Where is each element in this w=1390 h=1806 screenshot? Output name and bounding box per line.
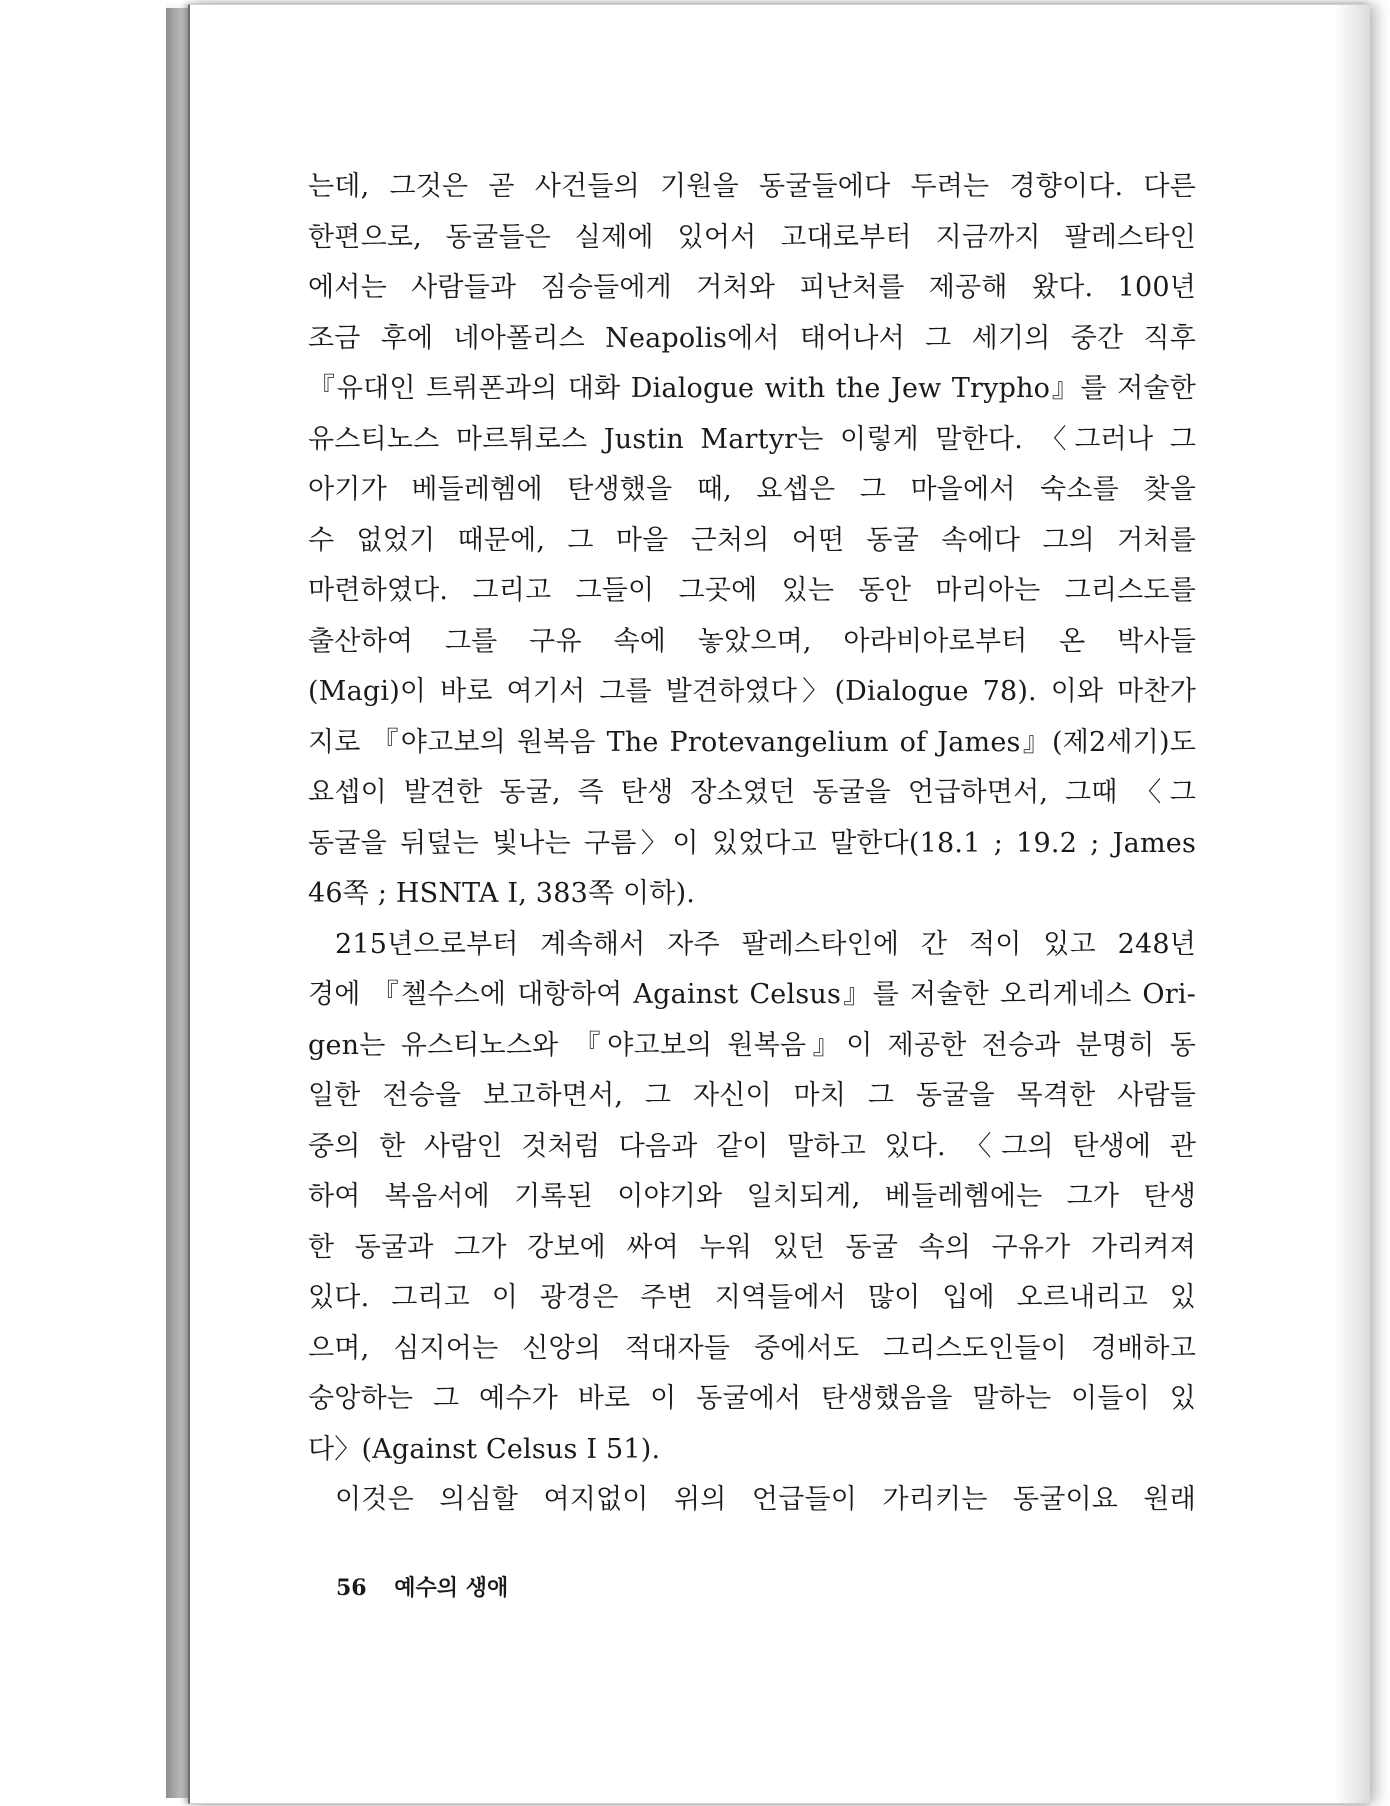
- text-line: 한 동굴과 그가 강보에 싸여 누워 있던 동굴 속의 구유가 가리켜져: [308, 1231, 1196, 1263]
- text-line: 하여 복음서에 기록된 이야기와 일치되게, 베들레헴에는 그가 탄생: [308, 1181, 1196, 1212]
- text-line: 요셉이 발견한 동굴, 즉 탄생 장소였던 동굴을 언급하면서, 그때 〈그: [308, 777, 1196, 808]
- text-line: 중의 한 사람인 것처럼 다음과 같이 말하고 있다. 〈그의 탄생에 관: [308, 1130, 1196, 1162]
- running-title: 예수의 생애: [394, 1575, 509, 1601]
- text-line: 수 없었기 때문에, 그 마을 근처의 어떤 동굴 속에다 그의 거처를: [308, 524, 1196, 556]
- text-line: 마련하였다. 그리고 그들이 그곳에 있는 동안 마리아는 그리스도를: [308, 575, 1196, 606]
- text-line: 『유대인 트뤼폰과의 대화 Dialogue with the Jew Trypho』를 저술한: [308, 373, 1196, 404]
- text-line: 에서는 사람들과 짐승들에게 거처와 피난처를 제공해 왔다. 100년: [308, 272, 1196, 303]
- paragraph-start-line: 이것은 의심할 여지없이 위의 언급들이 가리키는 동굴이요 원래: [335, 1484, 1196, 1515]
- text-line: (Magi)이 바로 여기서 그를 발견하였다〉(Dialogue 78). 이와 마찬가: [308, 676, 1196, 707]
- text-line: 유스티노스 마르튀로스 Justin Martyr는 이렇게 말한다. 〈그러나 그: [308, 423, 1196, 455]
- text-line: 한편으로, 동굴들은 실제에 있어서 고대로부터 지금까지 팔레스타인: [308, 221, 1196, 253]
- text-line: 는데, 그것은 곧 사건들의 기원을 동굴들에다 두려는 경향이다. 다른: [308, 171, 1196, 202]
- page-number: 56: [336, 1575, 367, 1601]
- text-line: 있다. 그리고 이 광경은 주변 지역들에서 많이 입에 오르내리고 있: [308, 1282, 1196, 1313]
- text-line: gen는 유스티노스와 『야고보의 원복음』이 제공한 전승과 분명히 동: [308, 1029, 1196, 1061]
- text-line: 아기가 베들레헴에 탄생했을 때, 요셉은 그 마을에서 숙소를 찾을: [308, 474, 1196, 505]
- paragraph-start-line: 215년으로부터 계속해서 자주 팔레스타인에 간 적이 있고 248년: [335, 928, 1196, 960]
- text-line: 다〉(Against Celsus I 51).: [308, 1433, 661, 1465]
- text-line: 지로 『야고보의 원복음 The Protevangelium of James』(제2세기)도: [308, 726, 1196, 758]
- page-right-shadow: [1334, 5, 1370, 1803]
- text-line: 출산하여 그를 구유 속에 놓았으며, 아라비아로부터 온 박사들: [308, 625, 1196, 657]
- text-line: 으며, 심지어는 신앙의 적대자들 중에서도 그리스도인들이 경배하고: [308, 1332, 1196, 1364]
- text-line: 조금 후에 네아폴리스 Neapolis에서 태어나서 그 세기의 중간 직후: [308, 322, 1196, 354]
- text-line: 경에 『첼수스에 대항하여 Against Celsus』를 저술한 오리게네스 Ori-: [308, 979, 1196, 1010]
- book-spine: [166, 8, 190, 1798]
- text-line: 일한 전승을 보고하면서, 그 자신이 마치 그 동굴을 목격한 사람들: [308, 1080, 1196, 1111]
- body-text: [308, 162, 1196, 1526]
- page-footer: [336, 1571, 508, 1602]
- text-line: 동굴을 뒤덮는 빛나는 구름〉이 있었다고 말한다(18.1 ; 19.2 ; James: [308, 827, 1196, 859]
- text-line: 46쪽 ; HSNTA I, 383쪽 이하).: [308, 878, 696, 909]
- book-page: [188, 4, 1370, 1804]
- text-line: 숭앙하는 그 예수가 바로 이 동굴에서 탄생했음을 말하는 이들이 있: [308, 1383, 1196, 1414]
